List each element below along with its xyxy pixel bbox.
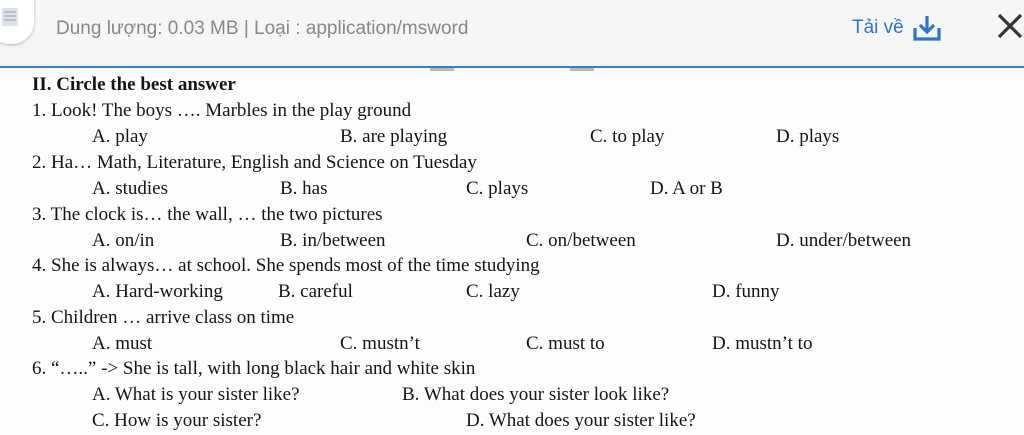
answer-option: B. careful [278,281,353,302]
answer-option: C. to play [590,126,665,147]
download-label: Tải về [852,17,904,38]
answer-option: A. studies [92,178,168,199]
viewer-header [0,0,1024,68]
answer-option: D. plays [776,126,840,147]
question-text: 1. Look! The boys …. Marbles in the play ground [32,100,412,121]
answer-option: C. lazy [466,281,520,302]
answer-option: A. play [92,126,148,147]
answer-option: B. in/between [280,230,386,251]
answer-option: C. How is your sister? [92,410,262,431]
answer-option: D. under/between [776,230,912,251]
question-text: 2. Ha… Math, Literature, English and Science on Tuesday [32,152,477,173]
scan-artifact [430,68,454,71]
answer-option: D. What does your sister like? [466,410,696,431]
answer-option: A. What is your sister like? [92,384,300,405]
download-icon [912,14,942,42]
scan-artifact [570,68,594,71]
answer-option: B. are playing [340,126,448,147]
question-text: 4. She is always… at school. She spends most of the time studying [32,255,540,276]
answer-option: D. funny [712,281,780,302]
answer-option: D. mustn’t to [712,333,813,354]
question-text: 6. “…..” -> She is tall, with long black hair and white skin [32,358,476,379]
document-page [0,68,1024,435]
answer-option: C. mustn’t [340,333,420,354]
answer-option: A. Hard-working [92,281,223,302]
question-text: 5. Children … arrive class on time [32,307,295,328]
answer-option: B. has [280,178,328,199]
file-icon [0,0,34,44]
section-title: II. Circle the best answer [32,74,236,95]
answer-option: C. on/between [526,230,636,251]
answer-option: A. on/in [92,230,155,251]
answer-option: A. must [92,333,153,354]
close-icon[interactable] [994,10,1024,42]
answer-option: B. What does your sister look like? [402,384,670,405]
question-text: 3. The clock is… the wall, … the two pictures [32,204,383,225]
file-meta: Dung lượng: 0.03 MB | Loại : application/msword [56,18,469,39]
answer-option: C. must to [526,333,605,354]
download-button[interactable] [852,14,942,42]
answer-option: C. plays [466,178,529,199]
answer-option: D. A or B [650,178,723,199]
